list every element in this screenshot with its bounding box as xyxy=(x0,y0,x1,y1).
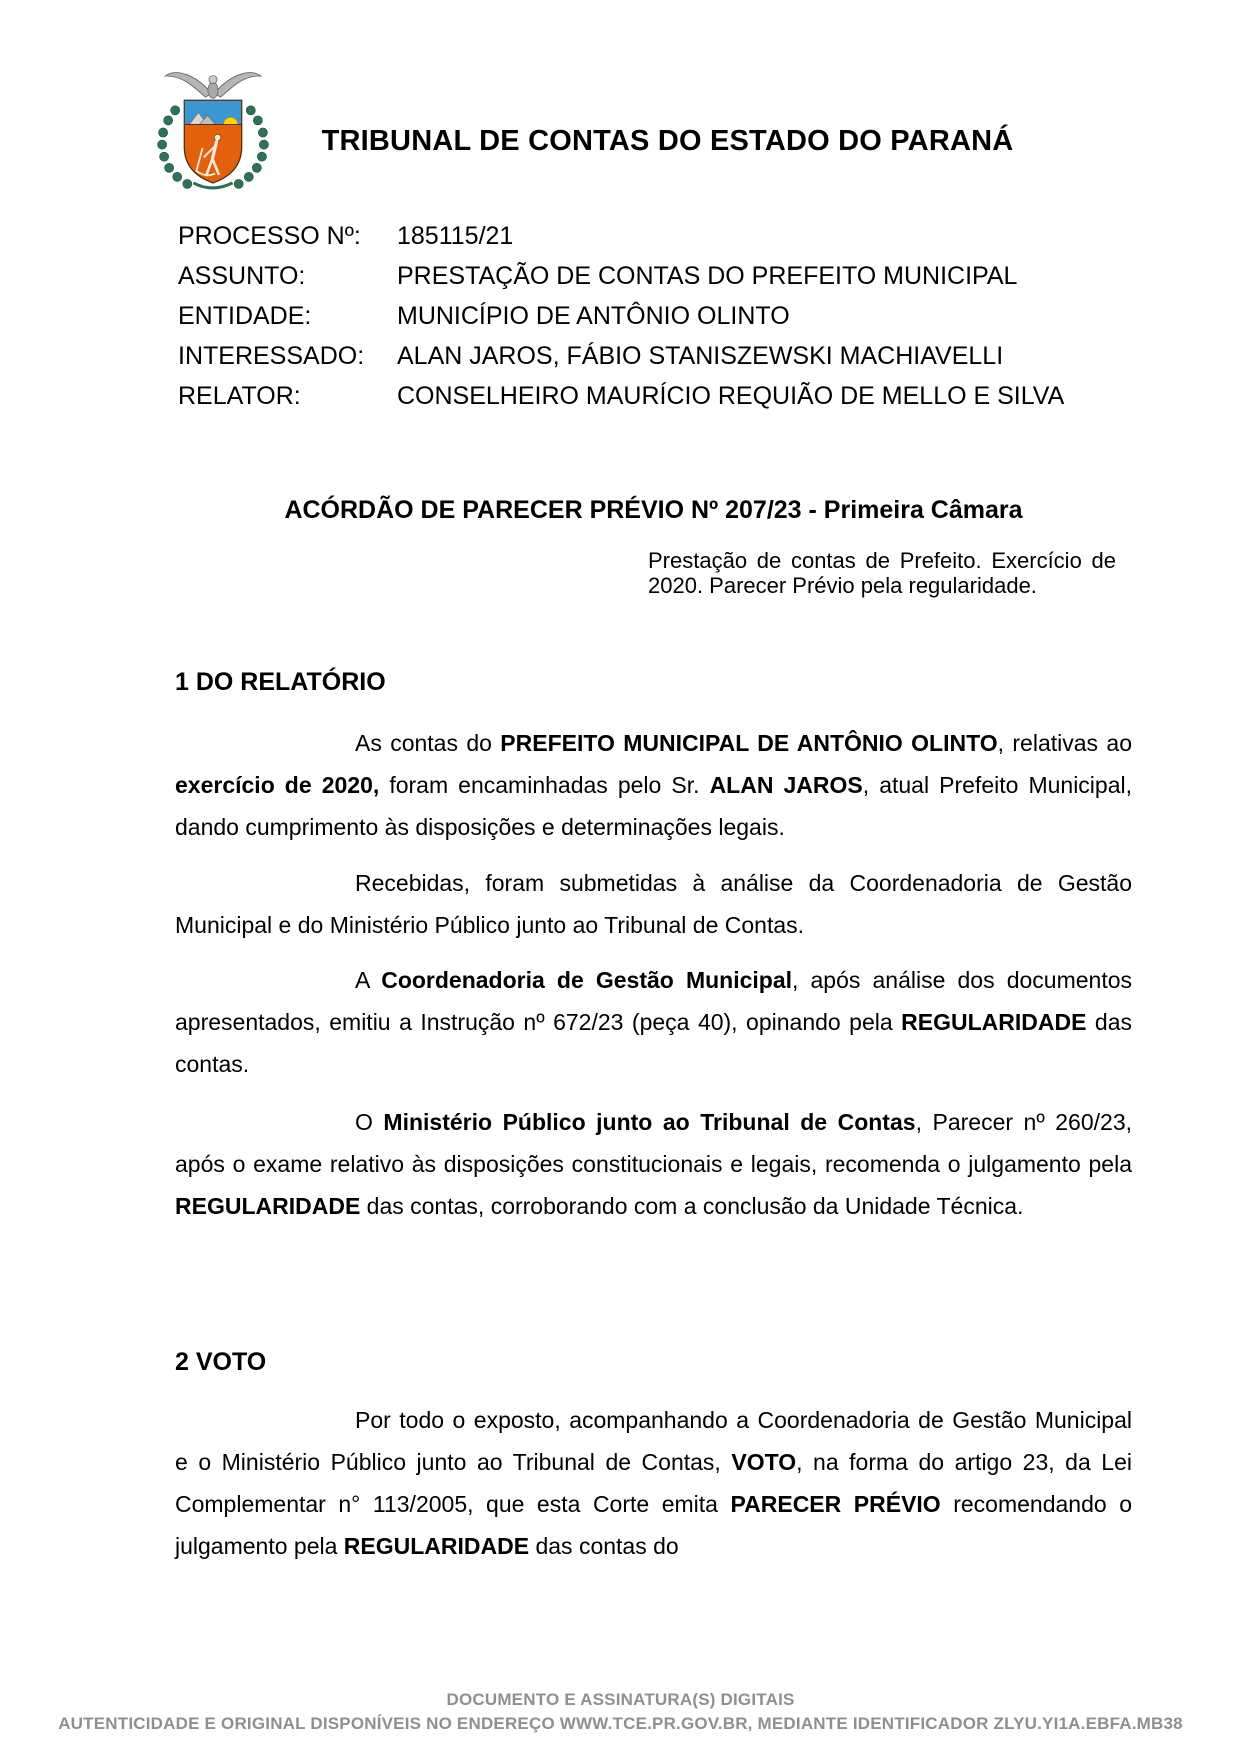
process-label: ASSUNTO: xyxy=(178,262,306,290)
paragraph: Recebidas, foram submetidas à análise da Coordenadoria de Gestão Municipal e do Ministério Público junto ao Tribunal de Contas. xyxy=(175,870,1132,938)
process-value: CONSELHEIRO MAURÍCIO REQUIÃO DE MELLO E SILVA xyxy=(397,382,1065,410)
page-title: TRIBUNAL DE CONTAS DO ESTADO DO PARANÁ xyxy=(321,125,1014,157)
process-label: ENTIDADE: xyxy=(178,302,312,330)
process-row xyxy=(178,342,1178,382)
paragraph: Por todo o exposto, acompanhando a Coordenadoria de Gestão Municipal e o Ministério Público junto ao Tribunal de Contas, VOTO, na forma do artigo 23, da Lei Complementar n° 113/2005, que esta Corte emita PARECER PRÉVIO recomendando o julgamento pela REGULARIDADE das contas do xyxy=(175,1407,1132,1559)
process-row xyxy=(178,262,1178,302)
acordao-title: ACÓRDÃO DE PARECER PRÉVIO Nº 207/23 - Primeira Câmara xyxy=(284,496,1023,524)
paragraph: As contas do PREFEITO MUNICIPAL DE ANTÔNIO OLINTO, relativas ao exercício de 2020, foram encaminhadas pelo Sr. ALAN JAROS, atual Prefeito Municipal, dando cumprimento às disposições e determinações legais. xyxy=(175,730,1133,840)
footer-line-2: AUTENTICIDADE E ORIGINAL DISPONÍVEIS NO ENDEREÇO WWW.TCE.PR.GOV.BR, MEDIANTE IDENTIFICADOR ZLYU.YI1A.EBFA.MB38 xyxy=(58,1714,1183,1733)
paragraph: A Coordenadoria de Gestão Municipal, após análise dos documentos apresentados, emitiu a Instrução nº 672/23 (peça 40), opinando pela REGULARIDADE das contas. xyxy=(175,967,1132,1077)
process-label: PROCESSO Nº: xyxy=(178,222,361,250)
process-value: ALAN JAROS, FÁBIO STANISZEWSKI MACHIAVELLI xyxy=(397,342,1004,370)
process-label: INTERESSADO: xyxy=(178,342,365,370)
footer-line-1: DOCUMENTO E ASSINATURA(S) DIGITAIS xyxy=(446,1690,795,1709)
process-row xyxy=(178,302,1178,342)
ementa-text: Prestação de contas de Prefeito. Exercício de 2020. Parecer Prévio pela regularidade. xyxy=(648,548,1116,598)
paragraph: O Ministério Público junto ao Tribunal de Contas, Parecer nº 260/23, após o exame relativo às disposições constitucionais e legais, recomenda o julgamento pela REGULARIDADE das contas, corroborando com a conclusão da Unidade Técnica. xyxy=(175,1109,1132,1219)
parana-coat-of-arms-icon xyxy=(155,66,271,194)
section-heading: 1 DO RELATÓRIO xyxy=(175,668,386,696)
process-value: MUNICÍPIO DE ANTÔNIO OLINTO xyxy=(397,302,790,330)
process-value: PRESTAÇÃO DE CONTAS DO PREFEITO MUNICIPAL xyxy=(397,262,1018,290)
parana-coat-of-arms-logo xyxy=(155,66,271,194)
page-footer xyxy=(0,1688,1241,1736)
process-info xyxy=(178,222,1178,422)
process-row xyxy=(178,222,1178,262)
process-label: RELATOR: xyxy=(178,382,301,410)
section-heading: 2 VOTO xyxy=(175,1348,267,1376)
process-row xyxy=(178,382,1178,422)
process-value: 185115/21 xyxy=(397,222,514,250)
